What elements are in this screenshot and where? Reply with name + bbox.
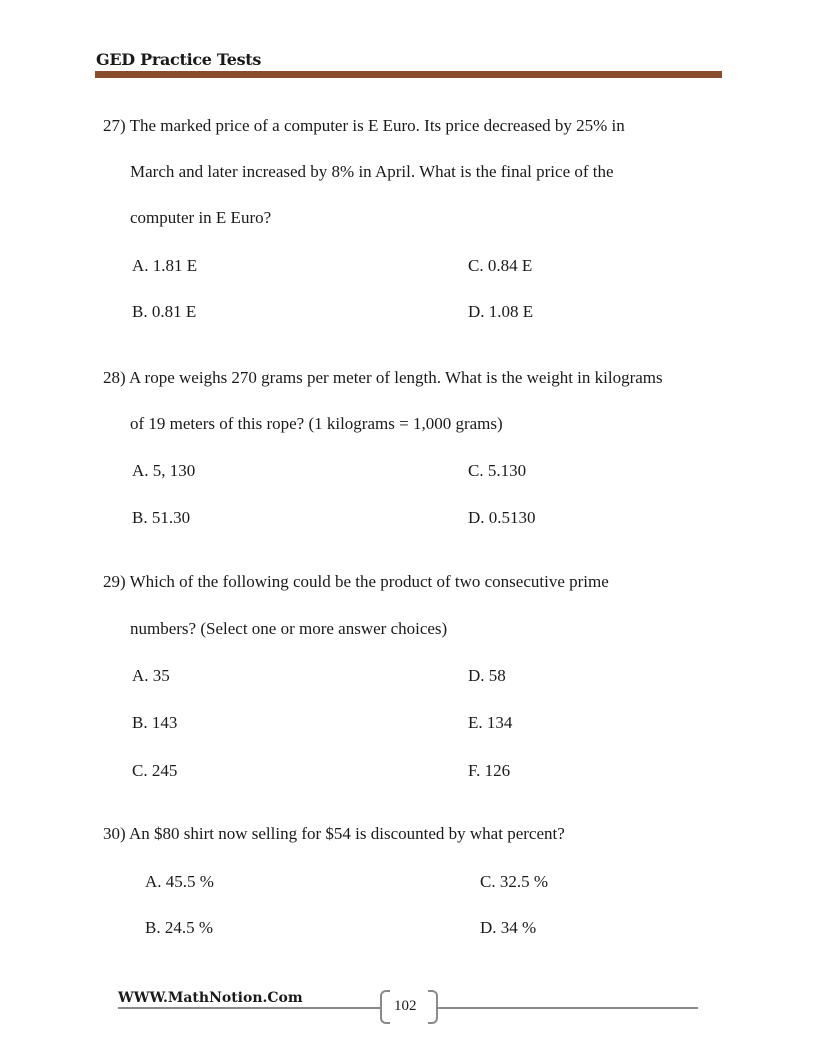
answer-option[interactable]: D. 34 %: [480, 918, 537, 937]
answer-option[interactable]: F. 126: [468, 761, 511, 780]
answer-option[interactable]: D. 0.5130: [468, 508, 536, 527]
footer-website: WWW.MathNotion.Com: [118, 990, 303, 1006]
question-stem-continued: March and later increased by 8% in April. What is the final price of the: [130, 162, 614, 181]
answer-option[interactable]: E. 134: [468, 713, 513, 732]
question-stem: 27) The marked price of a computer is E Euro. Its price decreased by 25% in: [103, 116, 625, 135]
answer-option[interactable]: D. 1.08 E: [468, 302, 534, 321]
answer-option[interactable]: C. 0.84 E: [468, 256, 533, 275]
footer-divider-right: [436, 1007, 698, 1009]
header-divider: [95, 71, 722, 78]
page-number-bracket-left: [380, 990, 390, 1024]
answer-option[interactable]: A. 5, 130: [132, 461, 196, 480]
answer-option[interactable]: C. 5.130: [468, 461, 527, 480]
answer-option[interactable]: B. 143: [132, 713, 178, 732]
question-stem-continued: computer in E Euro?: [130, 208, 272, 227]
answer-option[interactable]: A. 45.5 %: [145, 872, 214, 891]
question-stem-continued: numbers? (Select one or more answer choices): [130, 619, 448, 638]
question-stem: 28) A rope weighs 270 grams per meter of length. What is the weight in kilograms: [103, 368, 663, 387]
answer-option[interactable]: C. 32.5 %: [480, 872, 548, 891]
question-stem: 30) An $80 shirt now selling for $54 is discounted by what percent?: [103, 824, 565, 843]
answer-option[interactable]: A. 35: [132, 666, 170, 685]
answer-option[interactable]: C. 245: [132, 761, 178, 780]
footer-divider-left: [118, 1007, 380, 1009]
page-number: 102: [394, 998, 417, 1014]
answer-option[interactable]: B. 24.5 %: [145, 918, 213, 937]
question-stem-continued: of 19 meters of this rope? (1 kilograms = 1,000 grams): [130, 414, 503, 433]
answer-option[interactable]: D. 58: [468, 666, 506, 685]
answer-option[interactable]: B. 0.81 E: [132, 302, 197, 321]
question-stem: 29) Which of the following could be the product of two consecutive prime: [103, 572, 609, 591]
answer-option[interactable]: A. 1.81 E: [132, 256, 198, 275]
answer-option[interactable]: B. 51.30: [132, 508, 191, 527]
page-title: GED Practice Tests: [96, 50, 262, 69]
